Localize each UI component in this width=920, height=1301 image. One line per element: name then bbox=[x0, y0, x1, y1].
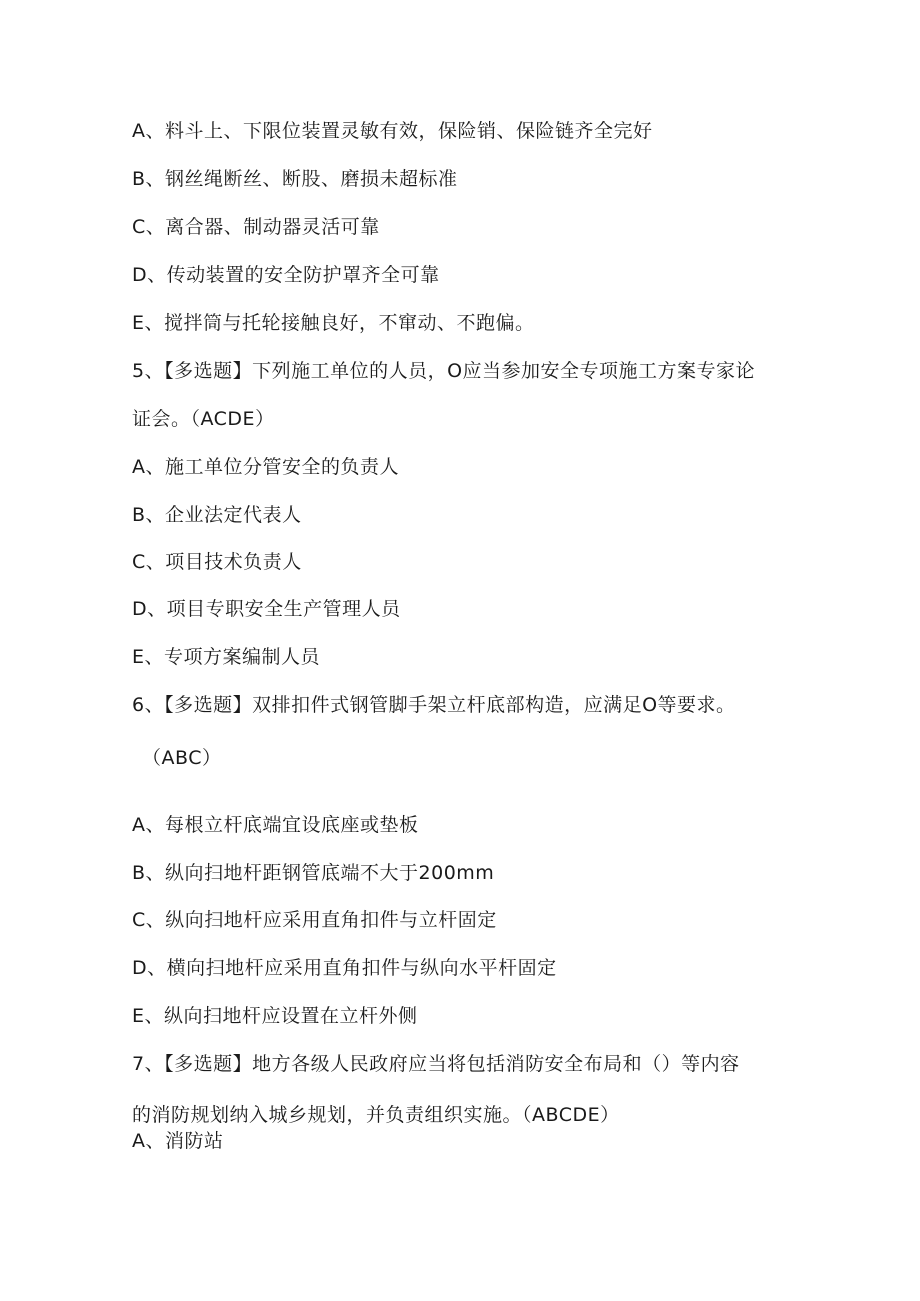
q7-option-a: A、消防站 bbox=[132, 1130, 224, 1152]
q4-option-a: A、料斗上、下限位装置灵敏有效，保险销、保险链齐全完好 bbox=[132, 120, 653, 142]
q6-option-a: A、每根立杆底端宜设底座或垫板 bbox=[132, 814, 419, 836]
q6-answer: （ABC） bbox=[142, 747, 222, 769]
q4-option-c: C、离合器、制动器灵活可靠 bbox=[132, 216, 380, 238]
q5-option-e: E、专项方案编制人员 bbox=[132, 646, 321, 668]
q7-question-cont: 的消防规划纳入城乡规划，并负责组织实施。（ABCDE） bbox=[132, 1104, 620, 1126]
q7-question: 7、【多选题】地方各级人民政府应当将包括消防安全布局和（）等内容 bbox=[132, 1053, 740, 1075]
q5-option-d: D、项目专职安全生产管理人员 bbox=[132, 598, 401, 620]
q6-option-b: B、纵向扫地杆距钢管底端不大于200mm bbox=[132, 862, 495, 884]
q5-question-cont: 证会。（ACDE） bbox=[132, 408, 275, 430]
q6-option-c: C、纵向扫地杆应采用直角扣件与立杆固定 bbox=[132, 909, 497, 931]
q4-option-b: B、钢丝绳断丝、断股、磨损未超标准 bbox=[132, 168, 458, 190]
q4-option-d: D、传动装置的安全防护罩齐全可靠 bbox=[132, 264, 440, 286]
q5-option-a: A、施工单位分管安全的负责人 bbox=[132, 456, 399, 478]
q6-option-d: D、横向扫地杆应采用直角扣件与纵向水平杆固定 bbox=[132, 957, 557, 979]
q5-option-c: C、项目技术负责人 bbox=[132, 551, 302, 573]
q6-option-e: E、纵向扫地杆应设置在立杆外侧 bbox=[132, 1005, 418, 1027]
q4-option-e: E、搅拌筒与托轮接触良好，不窜动、不跑偏。 bbox=[132, 312, 535, 334]
q5-option-b: B、企业法定代表人 bbox=[132, 504, 302, 526]
q6-question: 6、【多选题】双排扣件式钢管脚手架立杆底部构造，应满足O等要求。 bbox=[132, 694, 736, 716]
q5-question: 5、【多选题】下列施工单位的人员，O应当参加安全专项施工方案专家论 bbox=[132, 360, 756, 382]
